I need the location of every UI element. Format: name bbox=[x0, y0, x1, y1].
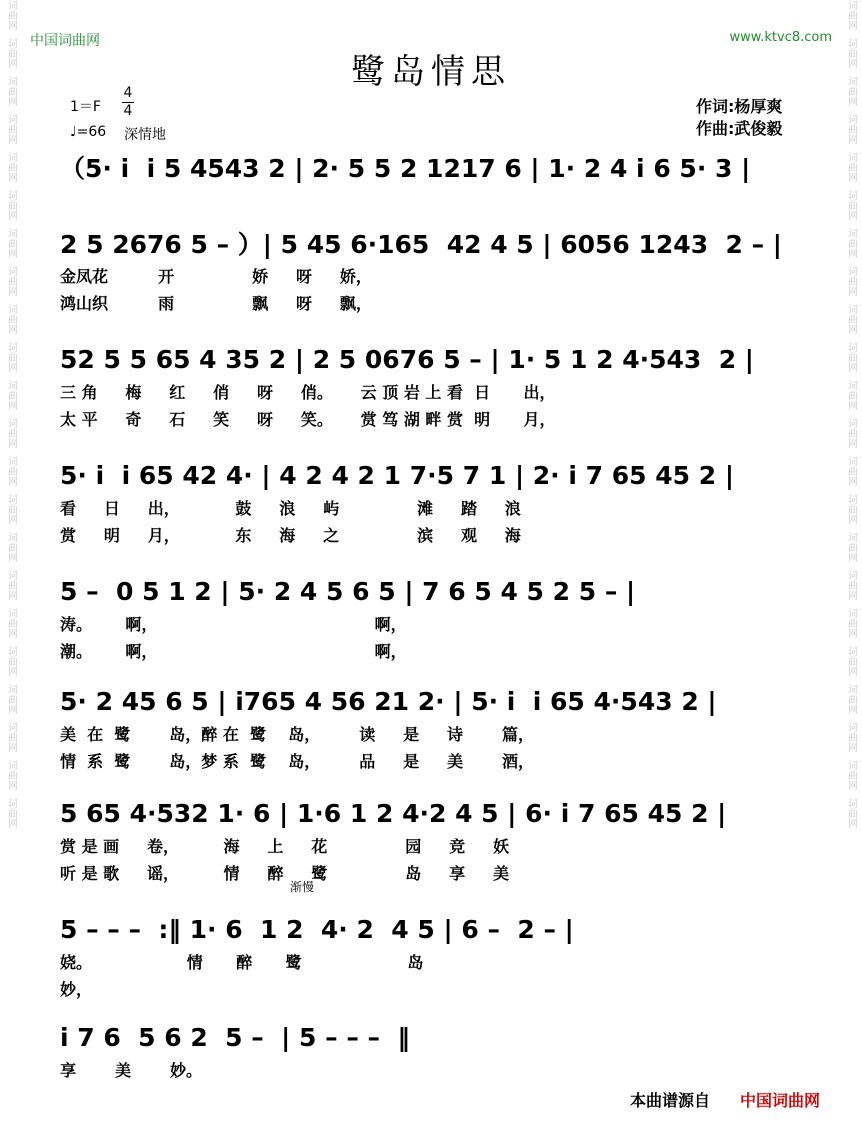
watermark-text: 词曲网 bbox=[845, 494, 857, 524]
footer-source-site[interactable]: 中国词曲网 bbox=[740, 1091, 821, 1110]
watermark-text: 词曲网 bbox=[5, 760, 17, 790]
notation-text: 5· 2 45 6 5 | i765 4 56 21 2· | 5· i i 65 4·543 2 | bbox=[60, 686, 717, 716]
watermark-text: 词曲网 bbox=[5, 76, 17, 106]
notation-text: 2 5 2676 5 – ）| 5 45 6·165 42 4 5 | 6056 1243 2 – | bbox=[60, 230, 782, 259]
watermark-text: 词曲网 bbox=[845, 0, 857, 30]
watermark-text: 词曲网 bbox=[845, 570, 857, 600]
watermark-text: 词曲网 bbox=[5, 0, 17, 30]
watermark-text: 词曲网 bbox=[5, 228, 17, 258]
watermark-text: 词曲网 bbox=[845, 38, 857, 68]
watermark-text: 词曲网 bbox=[845, 228, 857, 258]
expression-mark: 深情地 bbox=[124, 127, 166, 143]
tempo-mark: ♩=66 bbox=[70, 124, 107, 140]
lyric-line: 看 日 出， 鼓 浪 屿 滩 踏 浪 bbox=[60, 499, 521, 518]
notation-row bbox=[60, 912, 820, 946]
notation-row bbox=[60, 574, 820, 608]
key-signature: 1＝F bbox=[70, 99, 101, 115]
watermark-text: 词曲网 bbox=[845, 304, 857, 334]
lyric-line: 享 美 妙。 bbox=[60, 1061, 202, 1080]
lyric-line: 金凤花 开 娇 呀 娇， bbox=[60, 267, 372, 286]
watermark-right bbox=[840, 0, 862, 1136]
lyric-line: 潮。 啊， 啊， bbox=[60, 642, 407, 661]
lyric-line: 太 平 奇 石 笑 呀 笑。 赏 笃 湖 畔 赏 明 月， bbox=[60, 410, 556, 429]
composer-credit: 作曲:武俊毅 bbox=[696, 119, 783, 138]
notation-text: 5 – 0 5 1 2 | 5· 2 4 5 6 5 | 7 6 5 4 5 2 5 – | bbox=[60, 576, 636, 606]
notation-text: 5· i i 65 42 4· | 4 2 4 2 1 7·5 7 1 | 2· i 7 65 45 2 | bbox=[60, 460, 734, 490]
watermark-text: 词曲网 bbox=[5, 152, 17, 182]
notation-row bbox=[60, 1020, 820, 1054]
notation-row bbox=[60, 796, 820, 830]
notation-text: （5· i i 5 4543 2 | 2· 5 5 2 1217 6 | 1· 2 4 i 6 5· 3 | bbox=[60, 154, 751, 183]
watermark-text: 词曲网 bbox=[845, 684, 857, 714]
watermark-text: 词曲网 bbox=[845, 342, 857, 372]
notation-row bbox=[60, 150, 820, 184]
watermark-text: 词曲网 bbox=[5, 304, 17, 334]
lyric-line: 三 角 梅 红 俏 呀 俏。 云 顶 岩 上 看 日 出， bbox=[60, 383, 556, 402]
watermark-text: 词曲网 bbox=[5, 190, 17, 220]
lyric-line: 情 系 鹭 岛，梦 系 鹭 岛， 品 是 美 酒， bbox=[60, 752, 534, 771]
watermark-text: 词曲网 bbox=[845, 76, 857, 106]
watermark-text: 词曲网 bbox=[845, 722, 857, 752]
lyric-line: 涛。 啊， 啊， bbox=[60, 615, 407, 634]
lyric-line: 鸿山织 雨 飘 呀 飘， bbox=[60, 294, 372, 313]
watermark-text: 词曲网 bbox=[5, 646, 17, 676]
site-url-right[interactable]: www.ktvc8.com bbox=[729, 30, 832, 45]
watermark-text: 词曲网 bbox=[5, 418, 17, 448]
notation-row bbox=[60, 458, 820, 492]
notation-text: 5 – – – :‖ 1· 6 1 2 4· 2 4 5 | 6 – 2 – | bbox=[60, 914, 574, 944]
watermark-text: 词曲网 bbox=[845, 152, 857, 182]
watermark-text: 词曲网 bbox=[5, 608, 17, 638]
watermark-text: 词曲网 bbox=[845, 190, 857, 220]
lyric-line: 娆。 情 醉 鹭 岛 bbox=[60, 953, 424, 972]
watermark-text: 词曲网 bbox=[845, 418, 857, 448]
site-name-left[interactable]: 中国词曲网 bbox=[30, 33, 100, 49]
watermark-text: 词曲网 bbox=[5, 266, 17, 296]
footer-source-label: 本曲谱源自 bbox=[630, 1091, 711, 1110]
watermark-text: 词曲网 bbox=[5, 532, 17, 562]
notation-row bbox=[60, 684, 820, 718]
watermark-text: 词曲网 bbox=[845, 114, 857, 144]
watermark-text: 词曲网 bbox=[845, 760, 857, 790]
notation-row bbox=[60, 226, 820, 260]
time-signature bbox=[122, 85, 134, 120]
watermark-text: 词曲网 bbox=[5, 114, 17, 144]
watermark-text: 词曲网 bbox=[5, 38, 17, 68]
lyric-line: 赏 明 月， 东 海 之 滨 观 海 bbox=[60, 526, 521, 545]
notation-row bbox=[60, 342, 820, 376]
lyric-line: 听 是 歌 谣， 情 醉 鹭 岛 享 美 bbox=[60, 864, 509, 883]
watermark-text: 词曲网 bbox=[5, 494, 17, 524]
watermark-text: 词曲网 bbox=[845, 456, 857, 486]
watermark-text: 词曲网 bbox=[845, 646, 857, 676]
ritardando-mark: 渐慢 bbox=[290, 880, 315, 894]
watermark-text: 词曲网 bbox=[845, 266, 857, 296]
meter-bottom: 4 bbox=[123, 103, 133, 119]
watermark-text: 词曲网 bbox=[5, 380, 17, 410]
watermark-text: 词曲网 bbox=[5, 342, 17, 372]
lyric-line: 妙， bbox=[60, 980, 93, 999]
lyric-line: 美 在 鹭 岛，醉 在 鹭 岛， 读 是 诗 篇， bbox=[60, 725, 534, 744]
notation-text: 5 65 4·532 1· 6 | 1·6 1 2 4·2 4 5 | 6· i 7 65 45 2 | bbox=[60, 798, 727, 828]
watermark-text: 词曲网 bbox=[845, 532, 857, 562]
watermark-left bbox=[0, 0, 22, 1136]
notation-text: i 7 6 5 6 2 5 – | 5 – – – ‖ bbox=[60, 1022, 410, 1052]
watermark-text: 词曲网 bbox=[845, 608, 857, 638]
watermark-text: 词曲网 bbox=[845, 380, 857, 410]
watermark-text: 词曲网 bbox=[5, 798, 17, 828]
notation-text: 52 5 5 65 4 35 2 | 2 5 0676 5 – | 1· 5 1 2 4·543 2 | bbox=[60, 344, 754, 374]
meter-top: 4 bbox=[123, 85, 133, 101]
watermark-text: 词曲网 bbox=[5, 570, 17, 600]
page-title: 鹭岛情思 bbox=[351, 52, 511, 92]
watermark-text: 词曲网 bbox=[5, 456, 17, 486]
lyricist-credit: 作词:杨厚爽 bbox=[696, 97, 783, 116]
watermark-text: 词曲网 bbox=[5, 722, 17, 752]
watermark-text: 词曲网 bbox=[845, 798, 857, 828]
lyric-line: 赏 是 画 卷， 海 上 花 园 竞 妖 bbox=[60, 837, 509, 856]
watermark-text: 词曲网 bbox=[5, 684, 17, 714]
